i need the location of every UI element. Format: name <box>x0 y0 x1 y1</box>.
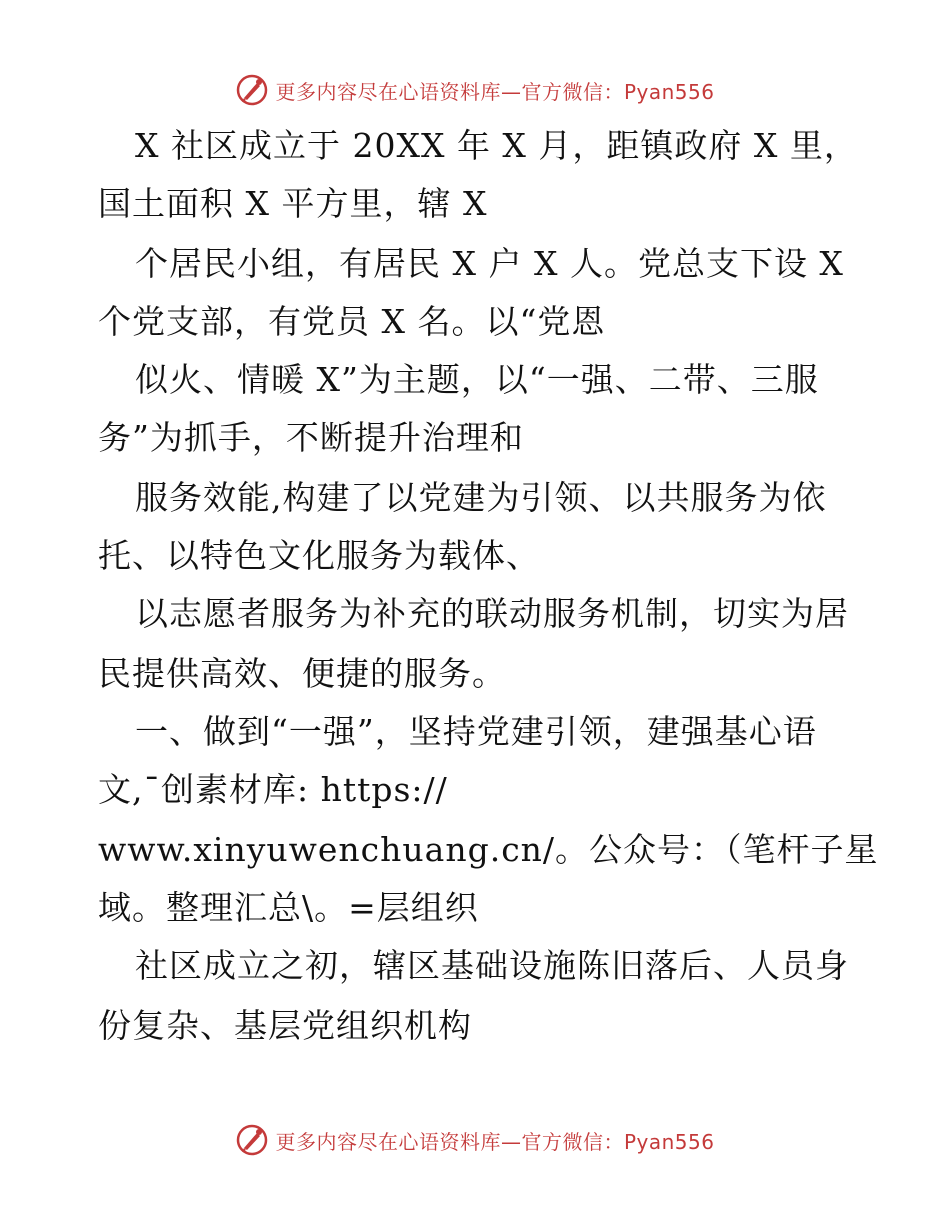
text-line: 服务效能,构建了以党建为引领、以共服务为依 <box>135 478 827 517</box>
header-banner <box>0 70 950 110</box>
text-line: 托、以特色文化服务为载体、 <box>98 536 540 575</box>
header-banner-text: 更多内容尽在心语资料库—官方微信：Pyan556 <box>275 79 715 104</box>
text-line: 国土面积 X 平方里，辖 X <box>98 184 488 223</box>
footer-banner <box>0 1120 950 1160</box>
text-line: 社区成立之初，辖区基础设施陈旧落后、人员身 <box>135 946 849 985</box>
text-line: 务”为抓手，不断提升治理和 <box>98 418 524 457</box>
text-line: 似火、情暖 X”为主题，以“一强、二带、三服 <box>135 360 819 399</box>
text-line: 份复杂、基层党组织机构 <box>98 1006 472 1045</box>
pen-logo-icon <box>235 73 269 107</box>
text-line: X 社区成立于 20XX 年 X 月，距镇政府 X 里， <box>135 126 858 165</box>
text-line: 个党支部，有党员 X 名。以“党恩 <box>98 302 606 341</box>
text-line: 个居民小组，有居民 X 户 X 人。党总支下设 X <box>135 244 844 283</box>
text-line: www.xinyuwenchuang.cn/。公众号：（笔杆子星 <box>98 830 879 869</box>
text-line: 域。整理汇总\。=层组织 <box>98 888 479 927</box>
text-line: 以志愿者服务为补充的联动服务机制，切实为居 <box>135 594 849 633</box>
pen-logo-icon <box>235 1123 269 1157</box>
text-line: 民提供高效、便捷的服务。 <box>98 654 506 693</box>
footer-banner-text: 更多内容尽在心语资料库—官方微信：Pyan556 <box>275 1129 715 1154</box>
text-line: 一、做到“一强”，坚持党建引领，建强基心语 <box>135 712 817 751</box>
text-line: 文,¯创素材库: https:// <box>98 770 448 809</box>
